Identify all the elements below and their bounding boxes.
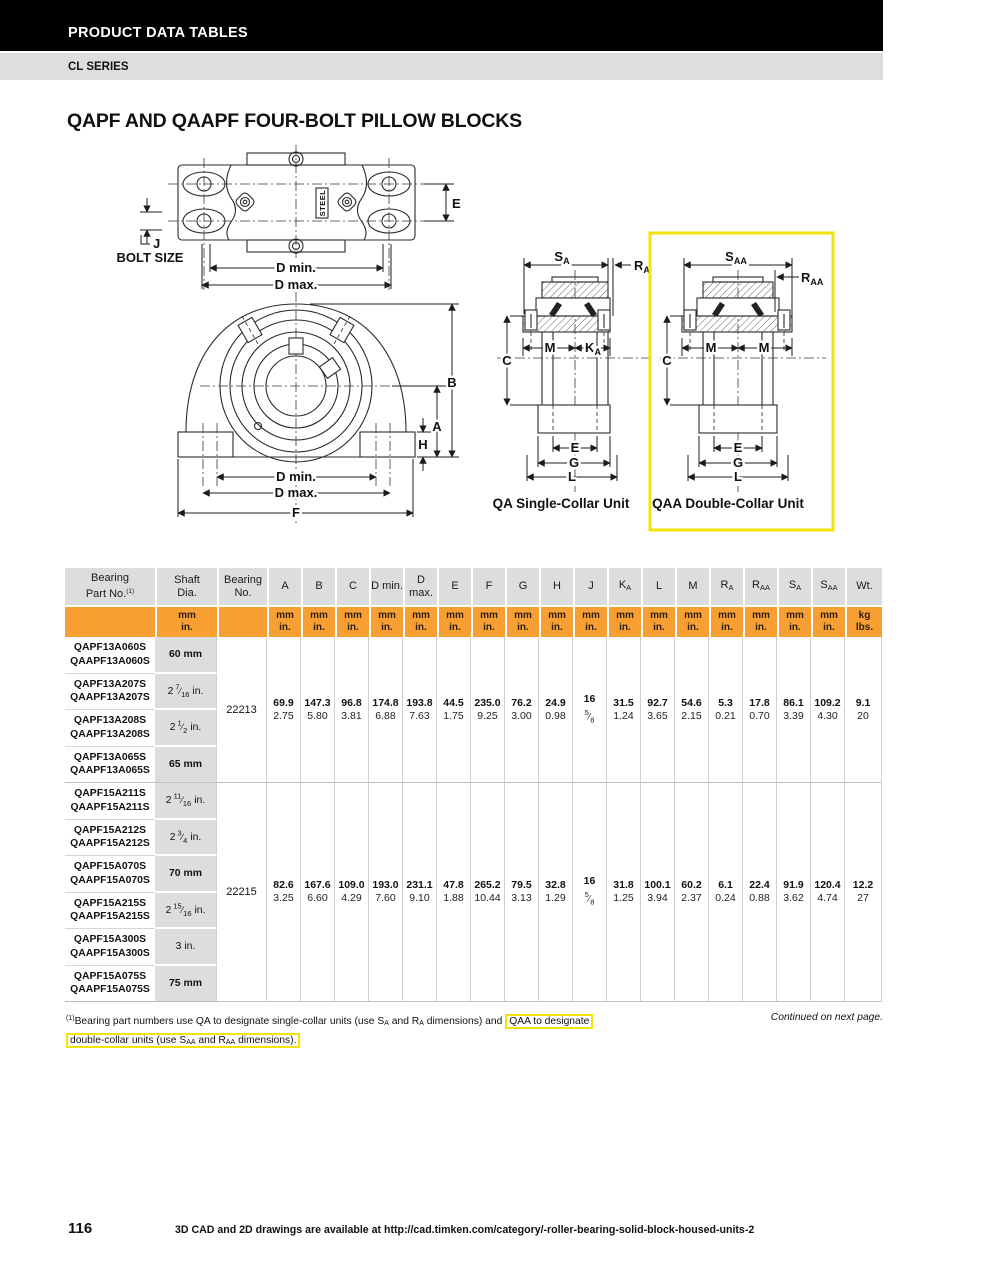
dim-value: 82.6 3.25 [267, 783, 301, 1002]
dim-label-ka: $K_A$ [585, 340, 601, 357]
dim-value: 22.4 0.88 [743, 783, 777, 1002]
footnote: $^{(1)}$Bearing part numbers use QA to designate single-collar units (use SA and RA dimensions) and QAA to designate double-collar units (use SAA and RAA dimensions). [66, 1010, 593, 1051]
qa-single-collar-unit [493, 249, 651, 511]
grease-fitting-icon [234, 191, 255, 212]
dim-label-c: C [662, 353, 672, 368]
unit-header: mm in. [539, 605, 573, 637]
qa-unit-caption: QA Single-Collar Unit [492, 496, 630, 511]
shaft-dia: 2 $^7⁄_{16}$ in. [155, 674, 217, 711]
col-header: RAA [743, 568, 777, 605]
col-header: SAA [811, 568, 845, 605]
col-header: Bearing Part No.$^{(1)}$ [65, 568, 155, 605]
dim-value: 47.8 1.88 [437, 783, 471, 1002]
dim-label-a: A [432, 419, 442, 434]
continued-note: Continued on next page. [770, 1012, 883, 1023]
unit-header: mm in. [267, 605, 301, 637]
dim-value: 5.3 0.21 [709, 637, 743, 783]
unit-header [217, 605, 267, 637]
col-header: RA [709, 568, 743, 605]
dim-label-f: F [292, 505, 300, 520]
unit-header: mm in. [437, 605, 471, 637]
dim-label-j: J [153, 236, 161, 251]
dim-value: 12.2 27 [845, 783, 882, 1002]
grease-fitting-icon [336, 191, 357, 212]
dim-value: 92.7 3.65 [641, 637, 675, 783]
dim-value: 109.2 4.30 [811, 637, 845, 783]
dim-value: 9.1 20 [845, 637, 882, 783]
dim-value: 76.2 3.00 [505, 637, 539, 783]
dim-value: 69.9 2.75 [267, 637, 301, 783]
dim-value: 174.8 6.88 [369, 637, 403, 783]
col-header: H [539, 568, 573, 605]
shaft-dia: 70 mm [155, 856, 217, 893]
pillow-block-top-view [117, 145, 461, 292]
dim-label-e: E [452, 196, 461, 211]
bearing-part-numbers: QAPF15A212S QAAPF15A212S [65, 820, 155, 857]
dim-value: 60.2 2.37 [675, 783, 709, 1002]
footnote-highlight-2: double-collar units (use SAA and RAA dimensions). [66, 1033, 300, 1048]
product-data-table [65, 568, 882, 1002]
dim-label-m: M [705, 340, 717, 355]
dim-value: 167.6 6.60 [301, 783, 335, 1002]
col-header: G [505, 568, 539, 605]
dim-label-m: M [544, 340, 556, 355]
unit-header: mm in. [403, 605, 437, 637]
unit-header: mm in. [301, 605, 335, 637]
col-header: Bearing No. [217, 568, 267, 605]
unit-header: mm in. [641, 605, 675, 637]
unit-header: mm in. [811, 605, 845, 637]
dim-value: 147.3 5.80 [301, 637, 335, 783]
dim-label-l: L [734, 469, 742, 484]
dim-value: 6.1 0.24 [709, 783, 743, 1002]
bearing-part-numbers: QAPF15A300S QAAPF15A300S [65, 929, 155, 966]
unit-header: mm in. [369, 605, 403, 637]
col-header: J [573, 568, 607, 605]
table-row [65, 783, 882, 820]
pillow-block-front-view [178, 292, 459, 525]
dim-value: 79.5 3.13 [505, 783, 539, 1002]
dim-label-b: B [447, 375, 457, 390]
page-number: 116 [68, 1220, 93, 1237]
dim-label-dmax: D max. [274, 485, 318, 500]
steel-tag-label: STEEL [318, 189, 327, 217]
dim-value: 86.1 3.39 [777, 637, 811, 783]
col-header: B [301, 568, 335, 605]
col-header: A [267, 568, 301, 605]
col-header: L [641, 568, 675, 605]
col-header: M [675, 568, 709, 605]
unit-header: mm in. [155, 605, 217, 637]
dim-value: 31.5 1.24 [607, 637, 641, 783]
table-row [65, 637, 882, 674]
dim-value: 193.8 7.63 [403, 637, 437, 783]
dim-label-e: E [733, 440, 743, 455]
col-header: C [335, 568, 369, 605]
col-header: D min. [369, 568, 403, 605]
dim-value: 265.2 10.44 [471, 783, 505, 1002]
bearing-part-numbers: QAPF15A070S QAAPF15A070S [65, 856, 155, 893]
dim-label-dmin: D min. [276, 260, 316, 275]
series-bar [0, 53, 883, 80]
unit-header: mm in. [709, 605, 743, 637]
dim-label-m: M [758, 340, 770, 355]
dim-value: 231.1 9.10 [403, 783, 437, 1002]
footnote-highlight-1: QAA to designate [505, 1014, 593, 1029]
col-header: Shaft Dia. [155, 568, 217, 605]
product-data-table-wrap [65, 568, 882, 1002]
unit-header: mm in. [335, 605, 369, 637]
page-header-bar [0, 0, 883, 51]
dim-value: 16 $^5⁄_8$ [573, 637, 607, 783]
bearing-part-numbers: QAPF13A060S QAAPF13A060S [65, 637, 155, 674]
bearing-part-numbers: QAPF13A065S QAAPF13A065S [65, 747, 155, 784]
dim-value: 31.8 1.25 [607, 783, 641, 1002]
dim-value: 44.5 1.75 [437, 637, 471, 783]
dim-label-dmax: D max. [274, 277, 318, 292]
shaft-dia: 2 $^3⁄_4$ in. [155, 820, 217, 857]
dim-label-l: L [568, 469, 576, 484]
bearing-part-numbers: QAPF13A208S QAAPF13A208S [65, 710, 155, 747]
dim-label-dmin: D min. [276, 469, 316, 484]
qaa-unit-caption: QAA Double-Collar Unit [652, 496, 804, 511]
qaa-double-collar-unit [650, 233, 833, 530]
page-title: QAPF AND QAAPF FOUR-BOLT PILLOW BLOCKS [67, 110, 522, 132]
dim-label-h: H [418, 437, 428, 452]
col-header: D max. [403, 568, 437, 605]
col-header: KA [607, 568, 641, 605]
shaft-dia: 65 mm [155, 747, 217, 784]
bearing-part-numbers: QAPF15A215S QAAPF15A215S [65, 893, 155, 930]
shaft-dia: 2 $^{11}⁄_{16}$ in. [155, 783, 217, 820]
dim-value: 16 $^5⁄_8$ [573, 783, 607, 1002]
bolt-size-label: BOLT SIZE [116, 250, 184, 265]
dim-value: 32.8 1.29 [539, 783, 573, 1002]
bearing-part-numbers: QAPF15A075S QAAPF15A075S [65, 966, 155, 1003]
shaft-dia: 2 $^{15}⁄_{16}$ in. [155, 893, 217, 930]
dim-value: 120.4 4.74 [811, 783, 845, 1002]
shaft-dia: 60 mm [155, 637, 217, 674]
shaft-dia: 2 $^1⁄_2$ in. [155, 710, 217, 747]
col-header: E [437, 568, 471, 605]
bearing-part-numbers: QAPF13A207S QAAPF13A207S [65, 674, 155, 711]
header-bar-label: PRODUCT DATA TABLES [68, 24, 248, 41]
cad-url-note: 3D CAD and 2D drawings are available at http://cad.timken.com/category/-roller-bearing-solid-block-housed-units-2 [175, 1224, 755, 1236]
dim-label-sa: $S_A$ [554, 249, 570, 266]
dim-value: 235.0 9.25 [471, 637, 505, 783]
dim-label-c: C [502, 353, 512, 368]
unit-header: mm in. [505, 605, 539, 637]
unit-header [65, 605, 155, 637]
dim-value: 91.9 3.62 [777, 783, 811, 1002]
dim-label-g: G [568, 455, 580, 470]
shaft-dia: 3 in. [155, 929, 217, 966]
unit-header: mm in. [743, 605, 777, 637]
dim-value: 100.1 3.94 [641, 783, 675, 1002]
dim-value: 24.9 0.98 [539, 637, 573, 783]
dim-label-e: E [570, 440, 580, 455]
bearing-part-numbers: QAPF15A211S QAAPF15A211S [65, 783, 155, 820]
unit-header: mm in. [675, 605, 709, 637]
series-label: CL SERIES [68, 60, 129, 73]
bearing-no: 22215 [217, 783, 267, 1002]
unit-header: kg lbs. [845, 605, 882, 637]
dim-value: 96.8 3.81 [335, 637, 369, 783]
unit-header: mm in. [607, 605, 641, 637]
unit-header: mm in. [573, 605, 607, 637]
dim-label-saa: $S_{AA}$ [725, 249, 747, 266]
dim-value: 17.8 0.70 [743, 637, 777, 783]
dim-label-raa: $R_{AA}$ [801, 270, 824, 287]
shaft-dia: 75 mm [155, 966, 217, 1003]
col-header: Wt. [845, 568, 882, 605]
dim-value: 193.0 7.60 [369, 783, 403, 1002]
unit-header: mm in. [777, 605, 811, 637]
col-header: F [471, 568, 505, 605]
bearing-no: 22213 [217, 637, 267, 783]
dim-label-ra: $R_A$ [634, 258, 650, 275]
col-header: SA [777, 568, 811, 605]
dim-value: 54.6 2.15 [675, 637, 709, 783]
dim-label-g: G [732, 455, 744, 470]
technical-drawings [0, 140, 1000, 560]
dim-value: 109.0 4.29 [335, 783, 369, 1002]
unit-header: mm in. [471, 605, 505, 637]
